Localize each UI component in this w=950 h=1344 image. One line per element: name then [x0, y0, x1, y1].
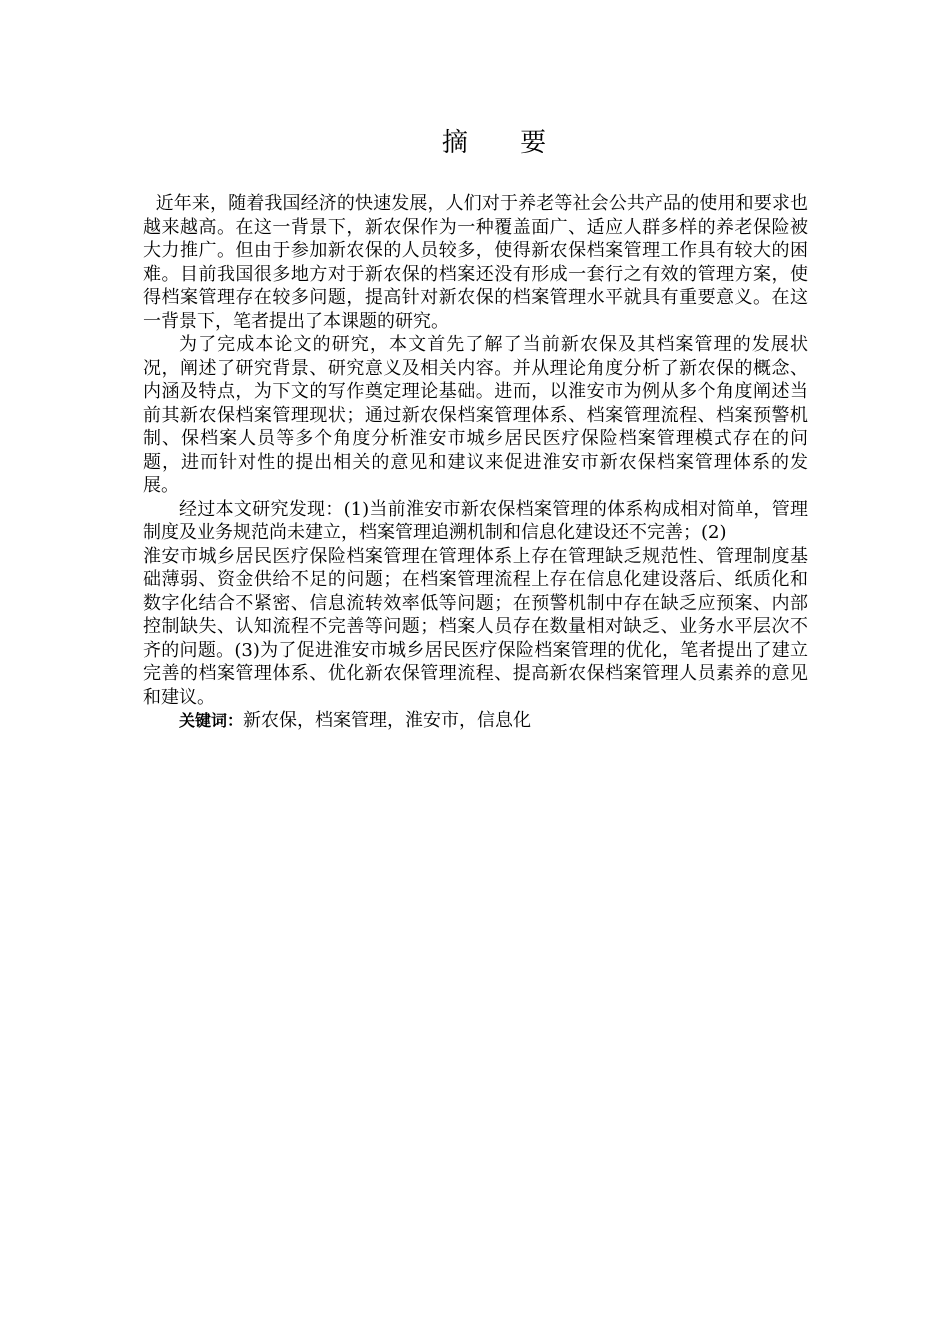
abstract-paragraph-2: 为了完成本论文的研究，本文首先了解了当前新农保及其档案管理的发展状况，阐述了研究背景、研究意义及相关内容。并从理论角度分析了新农保的概念、内涵及特点，为下文的写作奠定理论基础。进而，以淮安市为例从多个角度阐述当前其新农保档案管理现状；通过新农保档案管理体系、档案管理流程、档案预警机制、保档案人员等多个角度分析淮安市城乡居民医疗保险档案管理模式存在的问题，进而针对性的提出相关的意见和建议来促进淮安市新农保档案管理体系的发展。 [143, 334, 808, 496]
abstract-paragraph-3-part-1: 经过本文研究发现：(1)当前淮安市新农保档案管理的体系构成相对简单，管理制度及业务规范尚未建立，档案管理追溯机制和信息化建设还不完善；(2) [143, 498, 808, 543]
keywords-value: 新农保，档案管理，淮安市，信息化 [243, 710, 532, 731]
abstract-paragraph-1: 近年来，随着我国经济的快速发展，人们对于养老等社会公共产品的使用和要求也越来越高。在这一背景下，新农保作为一种覆盖面广、适应人群多样的养老保险被大力推广。但由于参加新农保的人员较多，使得新农保档案管理工作具有较大的困难。目前我国很多地方对于新农保的档案还没有形成一套行之有效的管理方案，使得档案管理存在较多问题，提高针对新农保的档案管理水平就具有重要意义。在这一背景下，笔者提出了本课题的研究。 [143, 193, 808, 332]
keywords-label: 关键词： [179, 711, 244, 730]
abstract-body [143, 192, 808, 733]
abstract-title: 摘 要 [441, 128, 569, 158]
abstract-paragraph-3-part-2: 淮安市城乡居民医疗保险档案管理在管理体系上存在管理缺乏规范性、管理制度基础薄弱、资金供给不足的问题；在档案管理流程上存在信息化建设落后、纸质化和数字化结合不紧密、信息流转效率低等问题；在预警机制中存在缺乏应预案、内部控制缺失、认知流程不完善等问题；档案人员存在数量相对缺乏、业务水平层次不齐的问题。(3)为了促进淮安市城乡居民医疗保险档案管理的优化，笔者提出了建立完善的档案管理体系、优化新农保管理流程、提高新农保档案管理人员素养的意见和建议。 [143, 545, 808, 708]
keywords-line [143, 709, 808, 733]
